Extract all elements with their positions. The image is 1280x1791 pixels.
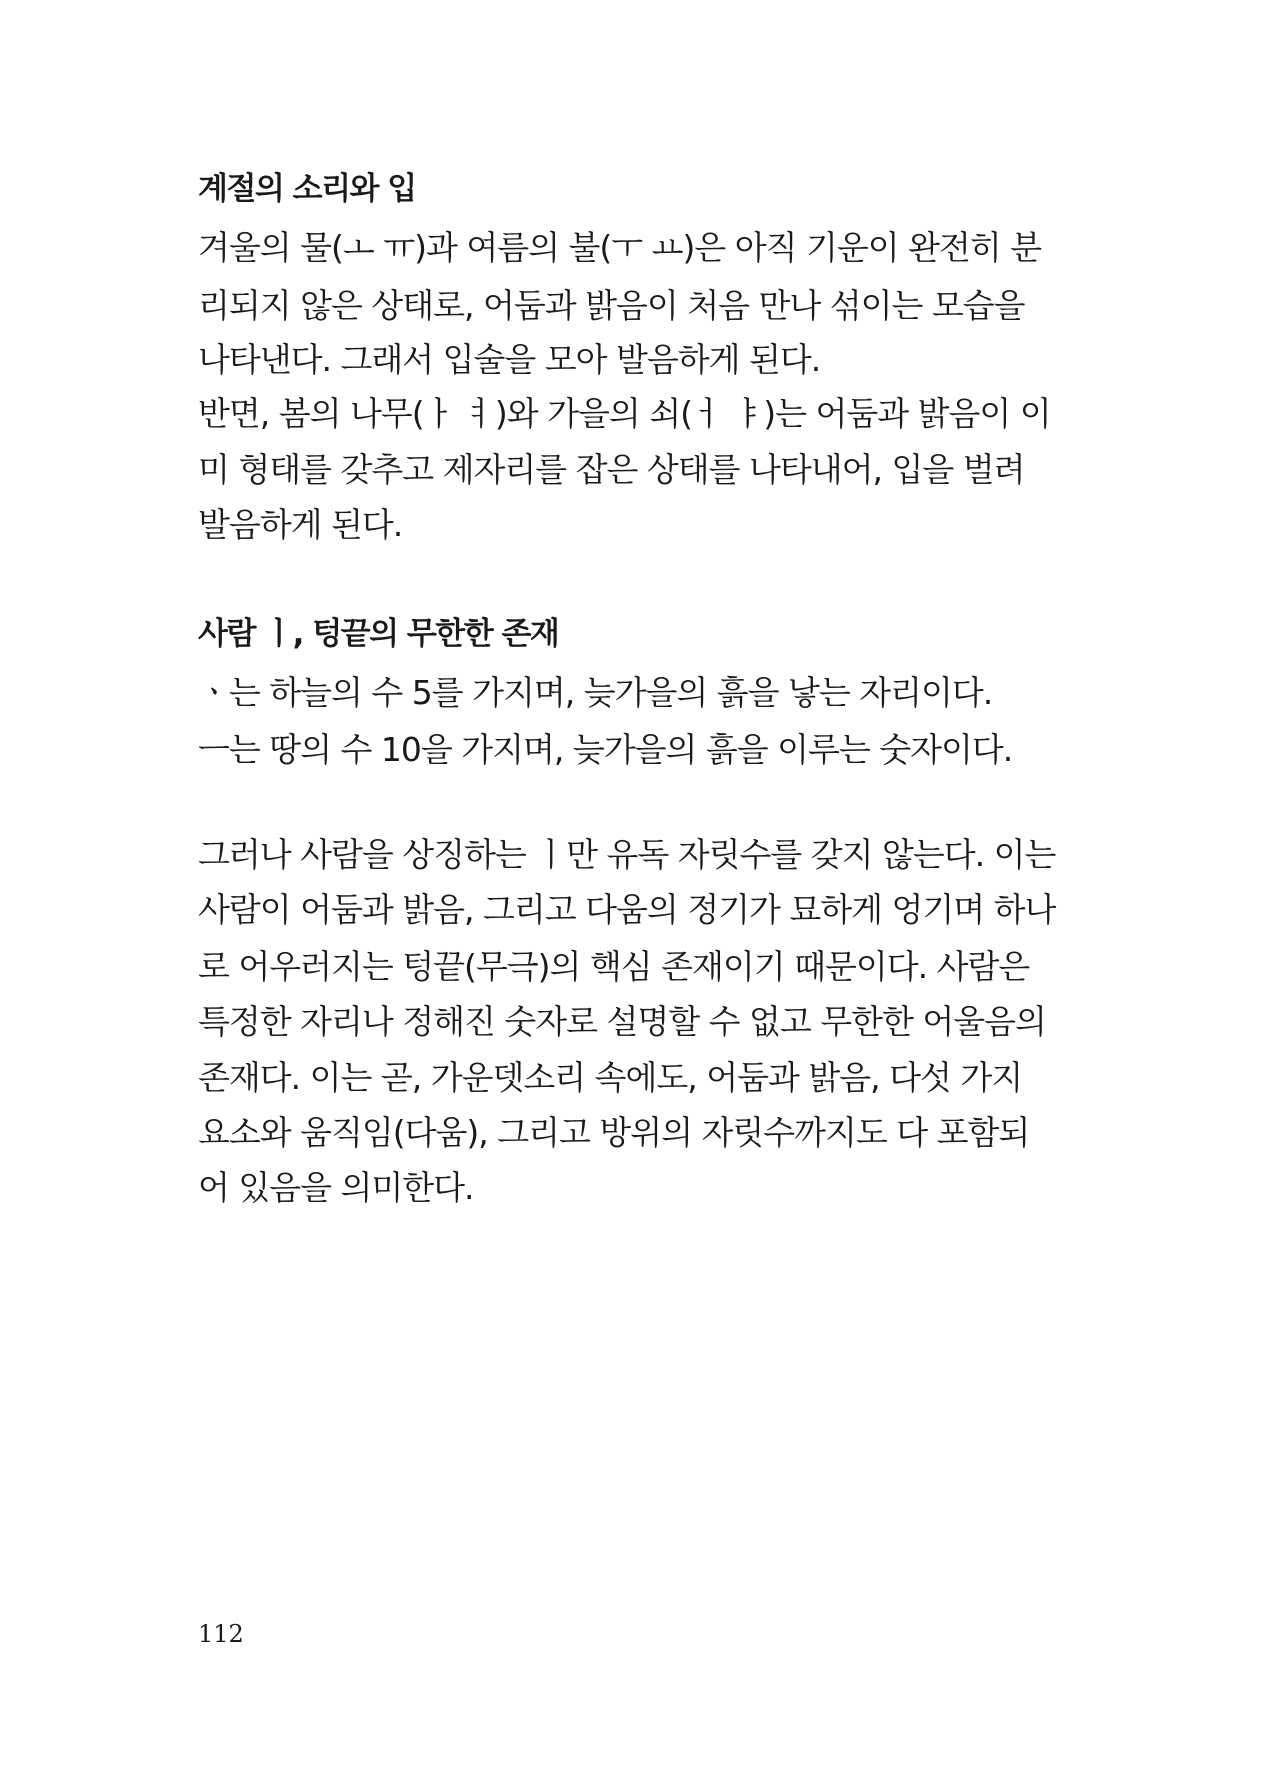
text-line: 나타낸다. 그래서 입술을 모아 발음하게 된다. <box>198 340 821 379</box>
text-line: 리되지 않은 상태로, 어둠과 밝음이 처음 만나 섞이는 모습을 <box>198 286 1025 325</box>
text-line: 그러나 사람을 상징하는 ㅣ만 유독 자릿수를 갖지 않는다. 이는 <box>198 835 1056 874</box>
text-line: 로 어우러지는 텅끝(무극)의 핵심 존재이기 때문이다. 사람은 <box>198 947 1030 986</box>
text-line: 어 있음을 의미한다. <box>198 1168 474 1207</box>
text-line: 특정한 자리나 정해진 숫자로 설명할 수 없고 무한한 어울음의 <box>198 1002 1046 1041</box>
text-line: 요소와 움직임(다움), 그리고 방위의 자릿수까지도 다 포함되 <box>198 1113 1030 1152</box>
section-heading-person: 사람 ㅣ, 텅끝의 무한한 존재 <box>198 616 559 652</box>
text-line: 사람이 어둠과 밝음, 그리고 다움의 정기가 묘하게 엉기며 하나 <box>198 890 1056 929</box>
text-line: ㆍ는 하늘의 수 5를 가지며, 늦가을의 흙을 낳는 자리이다. <box>198 673 993 712</box>
text-line: 반면, 봄의 나무(ㅏ ㅕ)와 가을의 쇠(ㅓ ㅑ)는 어둠과 밝음이 이 <box>198 394 1051 433</box>
text-line: 발음하게 된다. <box>198 505 403 544</box>
section-heading-seasons: 계절의 소리와 입 <box>198 171 416 207</box>
text-line: ㅡ는 땅의 수 10을 가지며, 늦가을의 흙을 이루는 숫자이다. <box>198 730 1013 769</box>
text-line: 겨울의 물(ㅗ ㅠ)과 여름의 불(ㅜ ㅛ)은 아직 기운이 완전히 분 <box>198 228 1042 267</box>
text-line: 미 형태를 갖추고 제자리를 잡은 상태를 나타내어, 입을 벌려 <box>198 450 1025 489</box>
text-line: 존재다. 이는 곧, 가운뎃소리 속에도, 어둠과 밝음, 다섯 가지 <box>198 1058 1023 1097</box>
page-number: 112 <box>198 1620 244 1648</box>
